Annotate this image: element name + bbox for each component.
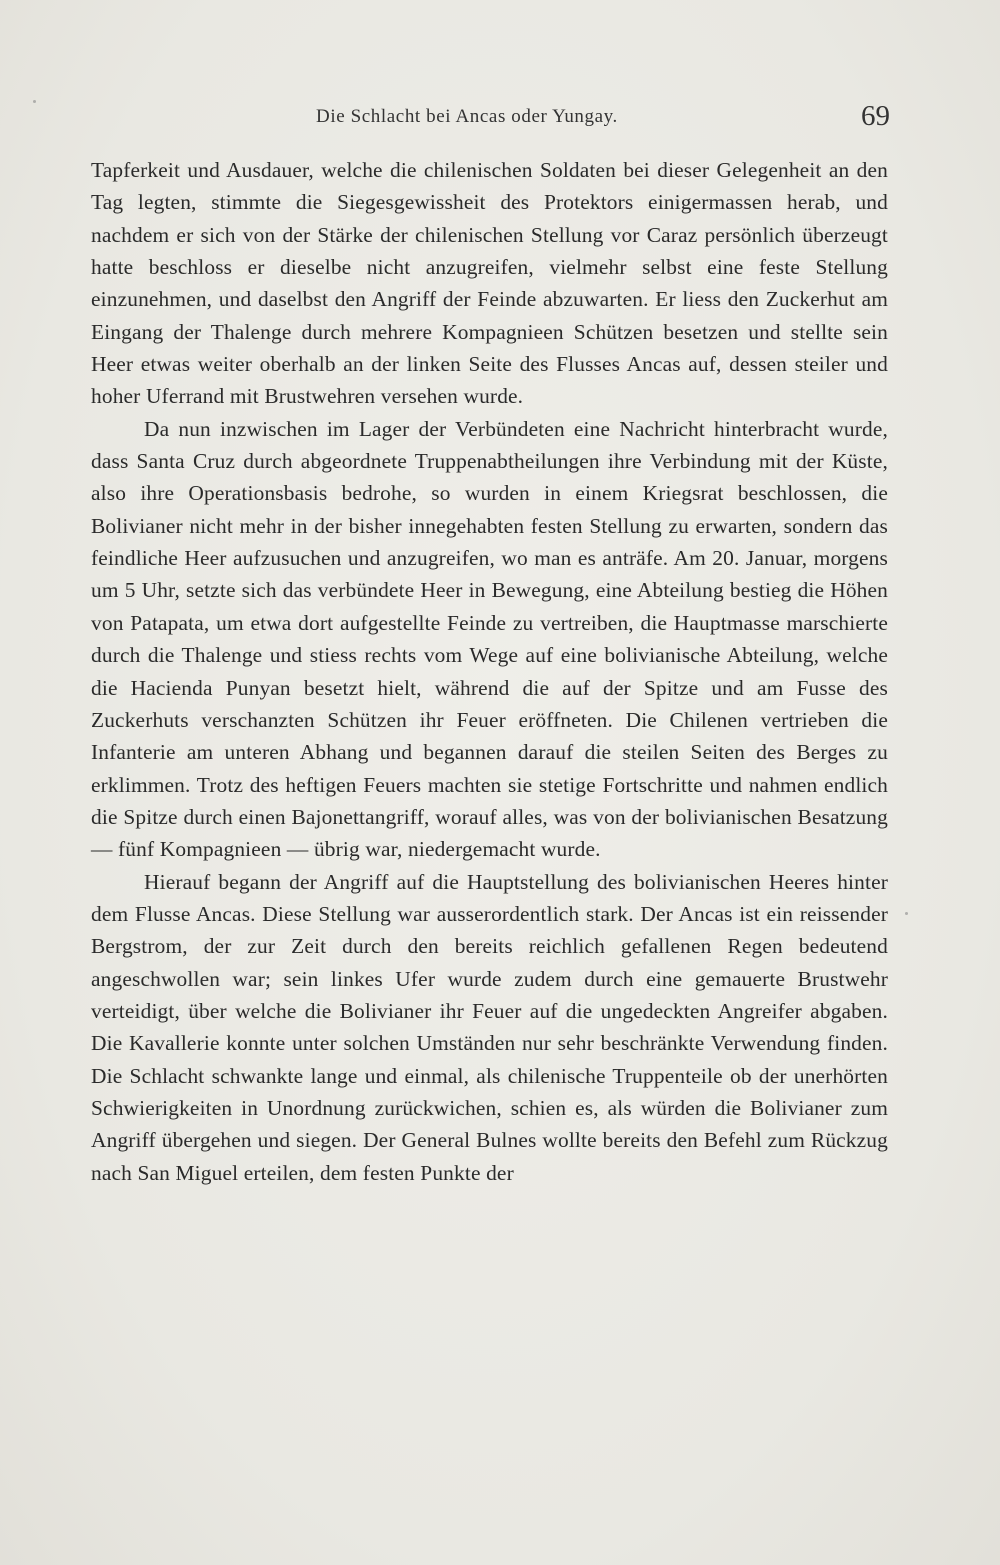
paragraph: Hierauf begann der Angriff auf die Hauptstellung des bolivianischen Heeres hinter dem Flusse Ancas. Diese Stellung war ausserordentlich stark. Der Ancas ist ein reissender Bergstrom, der zur Zeit durch den bereits reichlich gefallenen Regen bedeutend angeschwollen war; sein linkes Ufer wurde zudem durch eine gemauerte Brustwehr verteidigt, über welche die Bolivianer ihr Feuer auf die ungedeckten Angreifer abgaben. Die Kavallerie konnte unter solchen Umständen nur sehr beschränkte Verwendung finden. Die Schlacht schwankte lange und einmal, als chilenische Truppenteile ob der unerhörten Schwierigkeiten in Unordnung zurückwichen, schien es, als würden die Bolivianer zum Angriff übergehen und siegen. Der General Bulnes wollte bereits den Befehl zum Rückzug nach San Miguel erteilen, dem festen Punkte der — [91, 869, 888, 1185]
body-text — [91, 154, 888, 1189]
paragraph: Tapferkeit und Ausdauer, welche die chilenischen Soldaten bei dieser Gelegenheit an den Tag legten, stimmte die Siegesgewissheit des Protektors einigermassen herab, und nachdem er sich von der Stärke der chilenischen Stellung vor Caraz persönlich überzeugt hatte beschloss er dieselbe nicht anzugreifen, vielmehr selbst eine feste Stellung einzunehmen, und daselbst den Angriff der Feinde abzuwarten. Er liess den Zuckerhut am Eingang der Thalenge durch mehrere Kompagnieen Schützen besetzen und stellte sein Heer etwas weiter oberhalb an der linken Seite des Flusses Ancas auf, dessen steiler und hoher Uferrand mit Brustwehren versehen wurde. — [91, 158, 888, 409]
running-title: Die Schlacht bei Ancas oder Yungay. — [316, 106, 618, 127]
running-header — [90, 102, 890, 132]
page-number: 69 — [861, 100, 890, 132]
paper-speck — [905, 912, 908, 915]
paper-speck — [33, 100, 36, 103]
paragraph: Da nun inzwischen im Lager der Verbündeten eine Nachricht hinterbracht wurde, dass Santa Cruz durch abgeordnete Truppenabtheilungen ihre Verbindung mit der Küste, also ihre Operationsbasis bedrohe, so wurden in einem Kriegsrat beschlossen, die Bolivianer nicht mehr in der bisher innegehabten festen Stellung zu erwarten, sondern das feindliche Heer aufzusuchen und anzugreifen, wo man es anträfe. Am 20. Januar, morgens um 5 Uhr, setzte sich das verbündete Heer in Bewegung, eine Abteilung bestieg die Höhen von Patapata, um etwa dort aufgestellte Feinde zu vertreiben, die Hauptmasse marschierte durch die Thalenge und stiess rechts vom Wege auf eine bolivianische Abteilung, welche die Hacienda Punyan besetzt hielt, während die auf der Spitze und am Fusse des Zuckerhuts verschanzten Schützen ihr Feuer eröffneten. Die Chilenen vertrieben die Infanterie am unteren Abhang und begannen darauf die steilen Seiten des Berges zu erklimmen. Trotz des heftigen Feuers machten sie stetige Fortschritte und nahmen endlich die Spitze durch einen Bajonettangriff, worauf alles, was von der bolivianischen Besatzung — fünf Kompagnieen — übrig war, niedergemacht wurde. — [91, 416, 888, 862]
